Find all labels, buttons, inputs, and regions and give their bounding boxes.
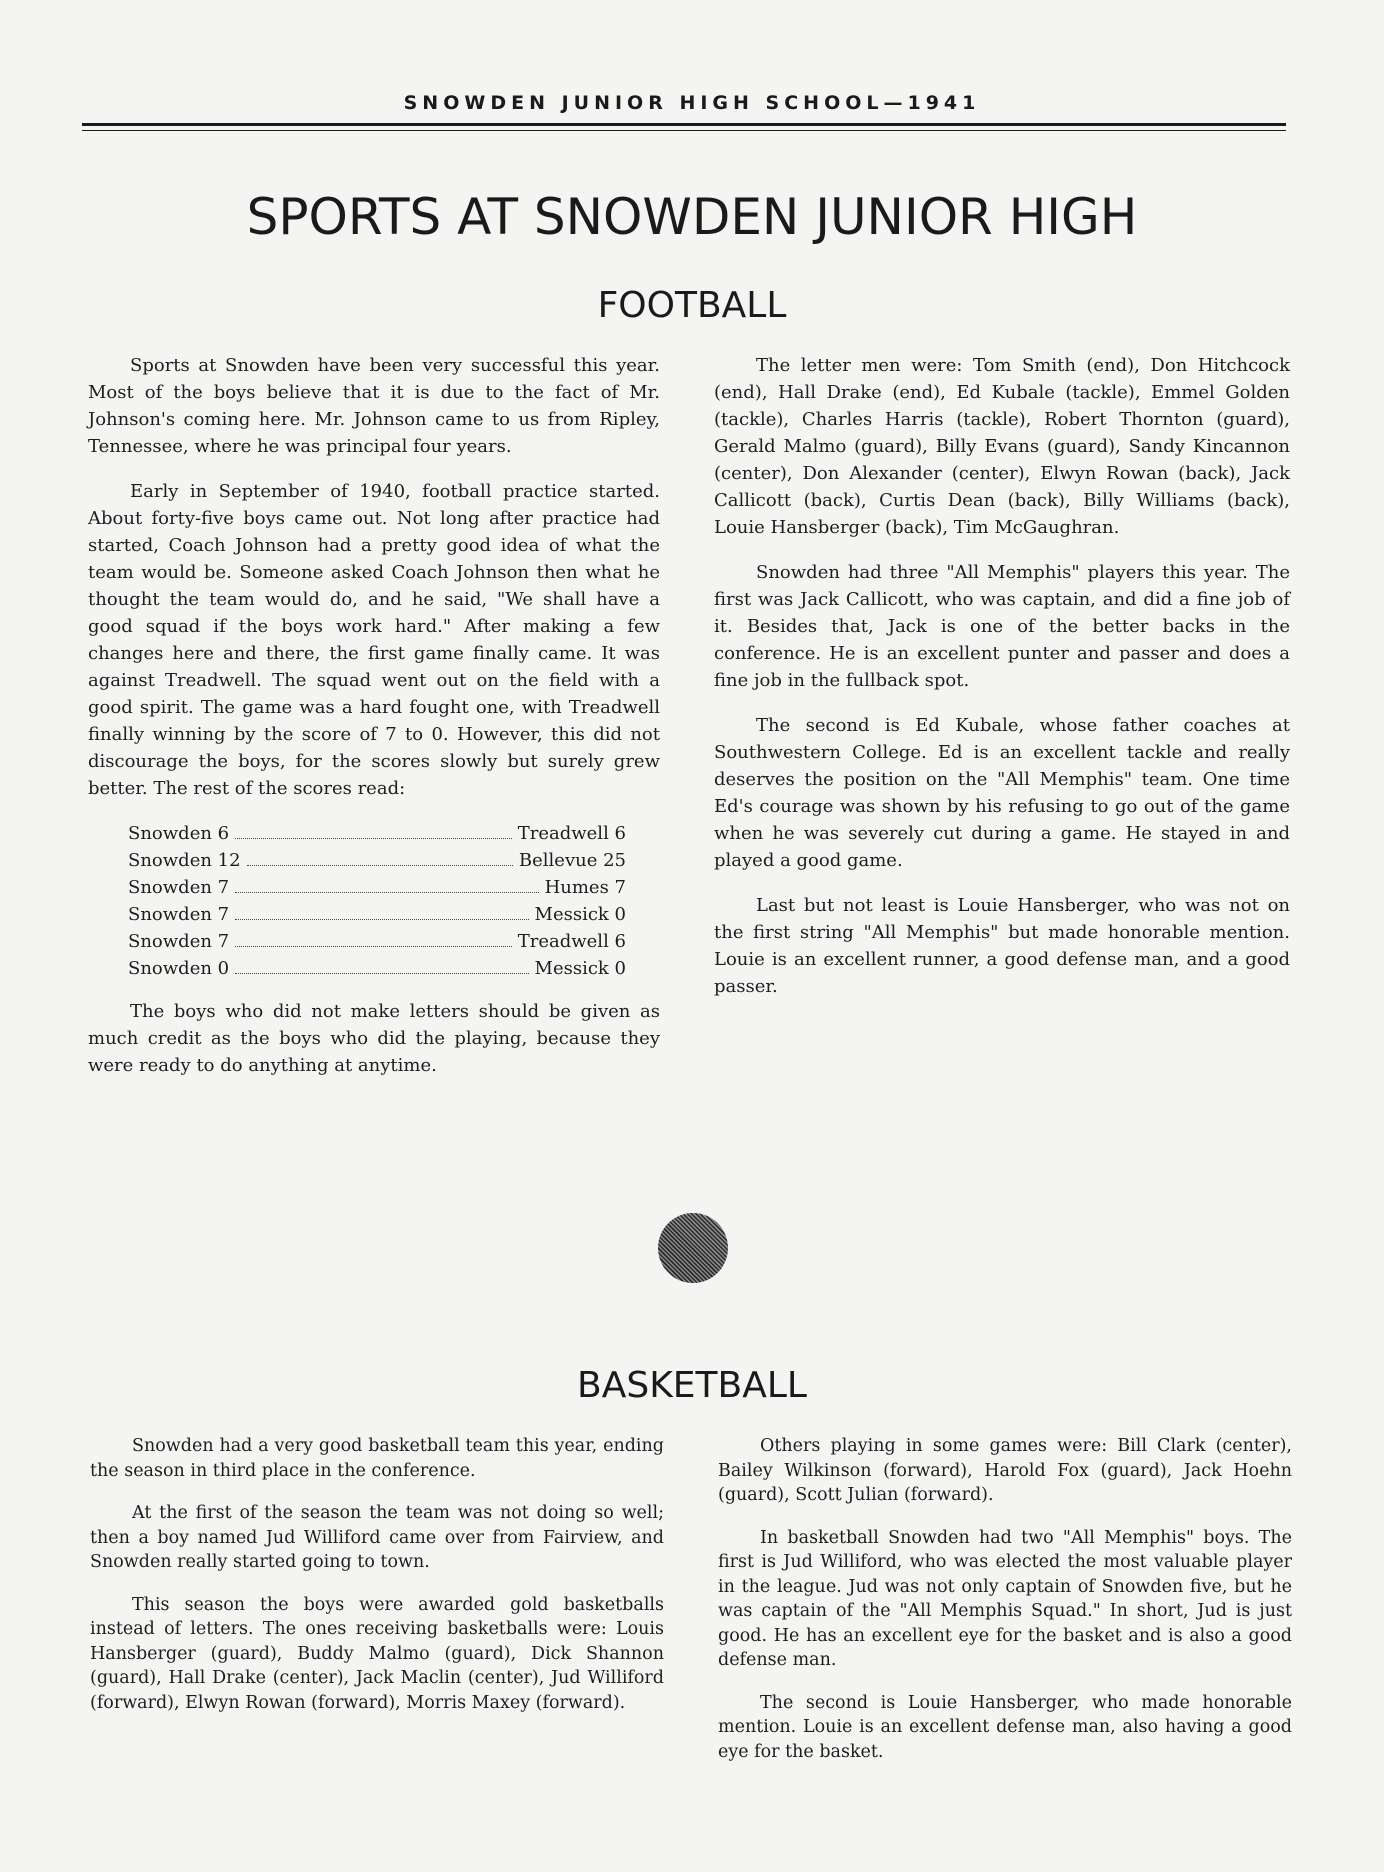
football-paragraph: Sports at Snowden have been very successful this year. Most of the boys believe that it is due to the fact of Mr. Johnson's coming here. Mr. Johnson came to us from Ripley, Tennessee, where he was principal four years. [88,355,660,457]
running-head: SNOWDEN JUNIOR HIGH SCHOOL—1941 [403,92,981,114]
football-paragraph: The boys who did not make letters should be given as much credit as the boys who did the playing, because they were ready to do anything at anytime. [88,1001,660,1076]
score-row [128,847,626,874]
football-right-column [714,352,1290,1018]
score-row [128,820,626,847]
header-rule-thin [82,130,1286,131]
score-row [128,874,626,901]
basketball-paragraph: The second is Louie Hansberger, who made honorable mention. Louie is an excellent defense man, also having a good eye for the basket. [718,1692,1292,1762]
header-rule-thick [82,123,1286,126]
score-away: Messick 0 [534,958,626,979]
dot-leader [247,865,513,866]
score-away: Bellevue 25 [518,850,626,871]
score-away: Treadwell 6 [517,931,626,952]
basketball-paragraph: This season the boys were awarded gold basketballs instead of letters. The ones receiving basketballs were: Louis Hansberger (guard), Buddy Malmo (guard), Dick Shannon (guard), Hall Drake (center), Jack Maclin (center), Jud Williford (forward), Elwyn Rowan (forward), Morris Maxey (forward). [90,1594,664,1713]
dot-leader [235,946,512,947]
basketball-heading: BASKETBALL [577,1365,807,1406]
page-title: SPORTS AT SNOWDEN JUNIOR HIGH [246,188,1138,246]
dot-leader [235,838,512,839]
score-away: Messick 0 [534,904,626,925]
score-row [128,901,626,928]
football-paragraph: Early in September of 1940, football practice started. About forty-five boys came out. Not long after practice had started, Coach Johnson had a pretty good idea of what the team would be. Someone asked Coach Johnson then what he thought the team would do, and he said, "We shall have a good squad if the boys work hard." After making a few changes here and there, the first game finally came. It was against Treadwell. The squad went out on the field with a good spirit. The game was a hard fought one, with Treadwell finally winning by the score of 7 to 0. However, this did not discourage the boys, for the scores slowly but surely grew better. The rest of the scores read: [88,481,660,799]
basketball-paragraph: In basketball Snowden had two "All Memphis" boys. The first is Jud Williford, who was elected the most valuable player in the league. Jud was not only captain of Snowden five, but he was captain of the "All Memphis Squad." In short, Jud is just good. He has an excellent eye for the basket and is also a good defense man. [718,1527,1292,1670]
dot-leader [235,973,528,974]
score-row [128,955,626,982]
football-paragraph: Snowden had three "All Memphis" players this year. The first was Jack Callicott, who was captain, and did a fine job of it. Besides that, Jack is one of the better backs in the conference. He is an excellent punter and passer and does a fine job in the fullback spot. [714,562,1290,691]
basketball-paragraph: Others playing in some games were: Bill Clark (center), Bailey Wilkinson (forward), Harold Fox (guard), Jack Hoehn (guard), Scott Julian (forward). [718,1436,1292,1505]
dot-leader [235,892,538,893]
football-left-column [88,352,660,1097]
score-away: Humes 7 [544,877,626,898]
basketball-paragraph: Snowden had a very good basketball team this year, ending the season in third place in the conference. [90,1436,664,1481]
basketball-left-column [90,1434,664,1733]
score-home: Snowden 7 [128,877,230,898]
score-away: Treadwell 6 [517,823,626,844]
score-home: Snowden 7 [128,904,230,925]
football-paragraph: The second is Ed Kubale, whose father coaches at Southwestern College. Ed is an excellent tackle and really deserves the position on the "All Memphis" team. One time Ed's courage was shown by his refusing to go out of the game when he was severely cut during a game. He stayed in and played a good game. [714,715,1290,871]
football-paragraph: Last but not least is Louie Hansberger, who was not on the first string "All Memphis" but made honorable mention. Louie is an excellent runner, a good defense man, and a good passer. [714,895,1290,997]
football-heading: FOOTBALL [597,285,787,326]
dot-leader [235,919,528,920]
basketball-icon [658,1213,728,1283]
score-home: Snowden 0 [128,958,230,979]
score-home: Snowden 12 [128,850,241,871]
basketball-paragraph: At the first of the season the team was not doing so well; then a boy named Jud Williford came over from Fairview, and Snowden really started going to town. [90,1503,664,1572]
score-row [128,928,626,955]
score-home: Snowden 6 [128,823,230,844]
score-home: Snowden 7 [128,931,230,952]
football-paragraph: The letter men were: Tom Smith (end), Don Hitchcock (end), Hall Drake (end), Ed Kubale (tackle), Emmel Golden (tackle), Charles Harris (tackle), Robert Thornton (guard), Gerald Malmo (guard), Billy Evans (guard), Sandy Kincannon (center), Don Alexander (center), Elwyn Rowan (back), Jack Callicott (back), Curtis Dean (back), Billy Williams (back), Louie Hansberger (back), Tim McGaughran. [714,355,1290,538]
score-table [128,820,626,982]
basketball-right-column [718,1434,1292,1782]
